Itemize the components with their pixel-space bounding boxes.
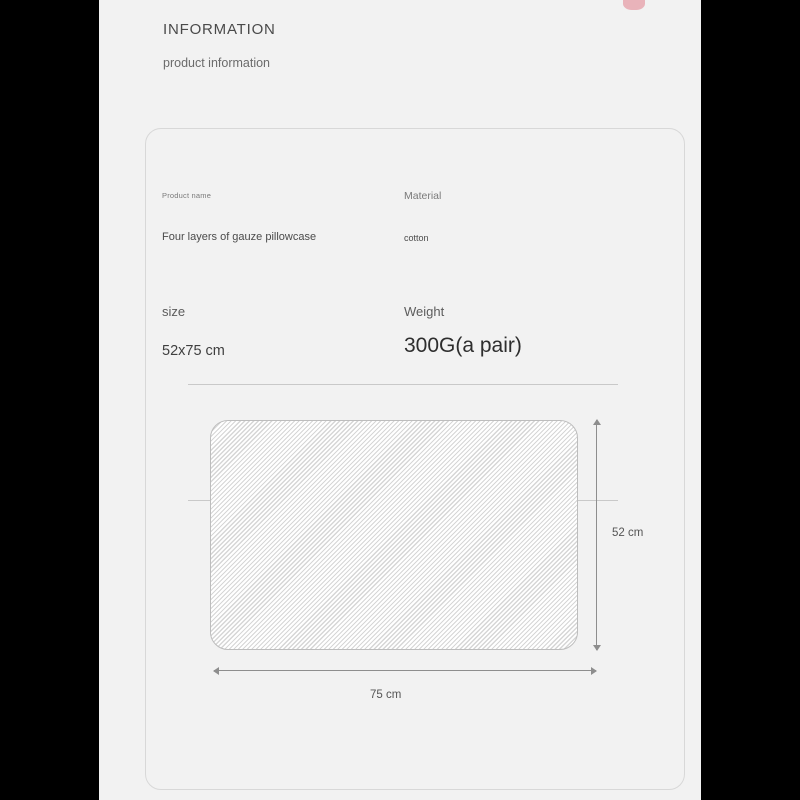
page-title: INFORMATION [163,21,276,38]
width-dimension-arrow-icon [214,670,596,671]
spec-label-size: size [162,304,186,319]
page-subtitle: product information [163,56,271,70]
spec-label-weight: Weight [404,304,445,319]
spec-value-size: 52x75 cm [162,343,225,359]
accent-mark-icon [623,0,645,10]
spec-value-material: cotton [404,233,429,243]
product-information-page [99,0,701,800]
spec-divider-1 [188,384,618,385]
spec-label-product-name: Product name [162,191,212,200]
spec-label-material: Material [404,190,442,202]
spec-card [145,128,685,790]
spec-value-weight: 300G(a pair) [404,334,522,357]
height-dimension-arrow-icon [596,420,597,650]
pillowcase-diagram [210,420,578,650]
dimension-width-label: 75 cm [370,689,402,701]
dimension-height-label: 52 cm [612,527,644,539]
spec-value-product-name: Four layers of gauze pillowcase [162,231,317,243]
